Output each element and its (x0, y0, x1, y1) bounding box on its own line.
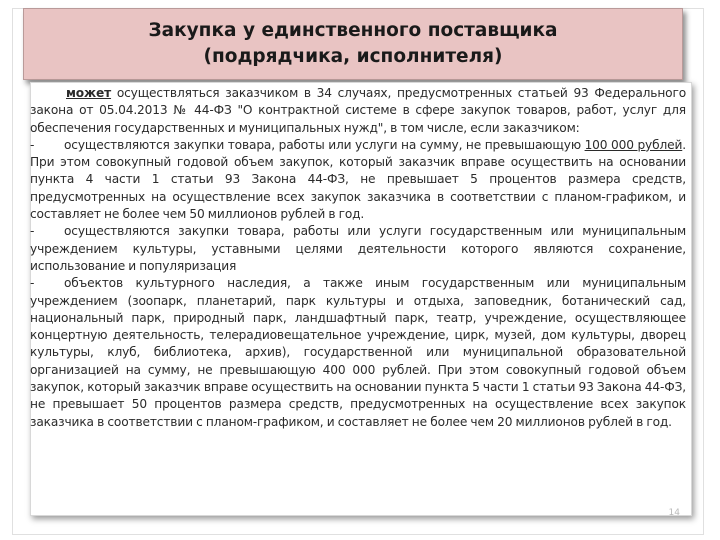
page-number: 14 (668, 508, 680, 518)
list-dash: - (30, 137, 35, 152)
amount-highlight: 100 000 рублей (584, 137, 683, 152)
list-item-text: осуществляются закупки товара, работы или услуги на сумму, не превышающую (64, 137, 581, 152)
list-item (30, 137, 686, 223)
list-dash: - (30, 276, 35, 291)
list-item (30, 223, 686, 275)
intro-paragraph (30, 85, 686, 137)
list-item-text: объектов культурного наследия, а также иным государственным или муниципальным учреждением (зоопарк, планетарий, парк культуры и отдыха, заповедник, ботанический сад, национальный парк, природный парк, ландшафтный парк, театр, учреждение, осуществляющее концертную деятельность, телерадиовещательное учреждение, цирк, музей, дом культуры, дворец культуры, клуб, библиотека, архив), государственной или муниципальной образовательной организацией на сумму, не превышающую 400 000 рублей. При этом совокупный годовой объем закупок, который заказчик вправе осуществить на основании пункта 5 части 1 статьи 93 Закона 44-ФЗ, не превышает 50 процентов размера средств, предусмотренных на осуществление всех закупок заказчика в соответствии с планом-графиком, и составляет не более чем 20 миллионов рублей в год. (30, 276, 686, 429)
list-item (30, 275, 686, 431)
list-dash: - (30, 224, 35, 239)
list-item-text: осуществляются закупки товара, работы или услуги государственным или муниципальным учреждением культуры, уставными целями деятельности которого являются сохранение, использование и популяризация (30, 224, 686, 273)
content-text (30, 85, 686, 431)
list-item-text-continued: . При этом совокупный годовой объем закупок, который заказчик вправе осуществить на основании пункта 4 части 1 статьи 93 Закона 44-ФЗ, не превышает 5 процентов размера средств, предусмотренных на осуществление всех закупок заказчика в соответствии с планом-графиком, и составляет не более чем 50 миллионов рублей в год. (30, 137, 686, 222)
title-banner (23, 8, 683, 80)
slide-title: Закупка у единственного поставщика (подрядчика, исполнителя) (148, 20, 558, 67)
intro-keyword: может (66, 86, 112, 100)
intro-text: осуществляться заказчиком в 34 случаях, предусмотренных статьей 93 Федерального закона от 05.04.2013 № 44-ФЗ "О контрактной системе в сфере закупок товаров, работ, услуг для обеспечения государственных и муниципальных нужд", в том числе, если заказчиком: (30, 86, 686, 135)
